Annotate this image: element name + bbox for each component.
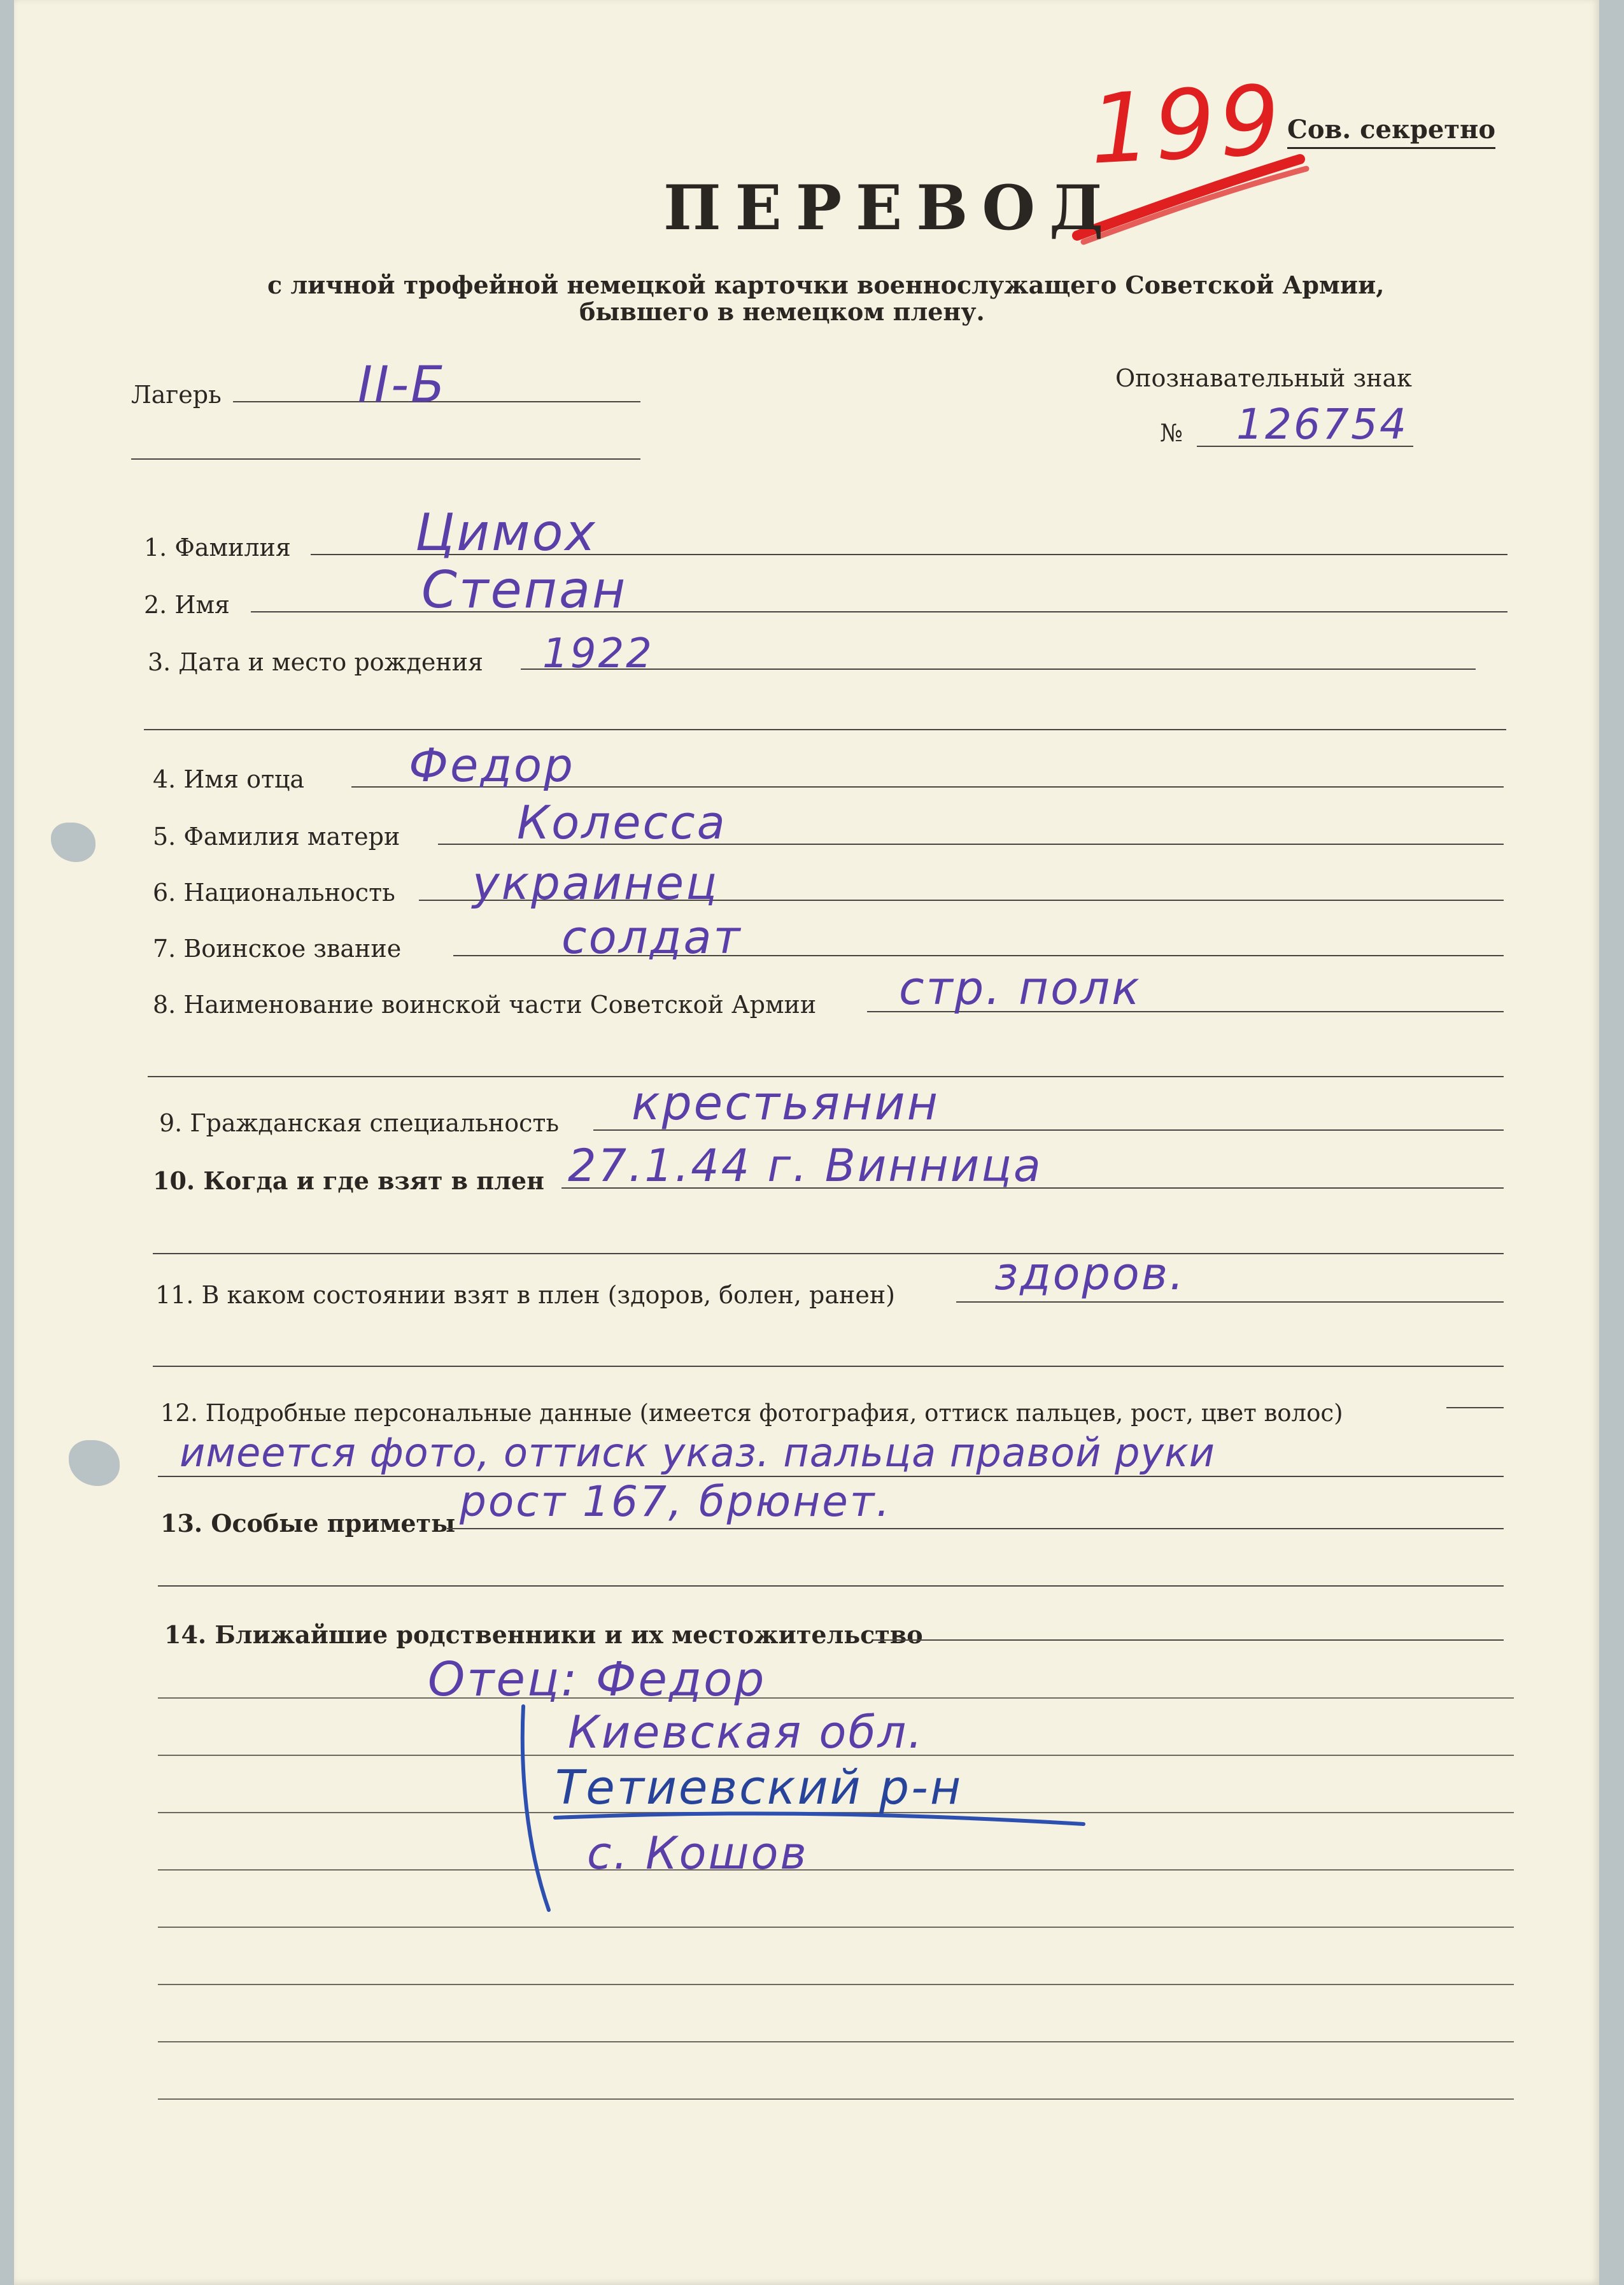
field-special-marks-line [447,1528,1504,1529]
field-special-marks-value: рост 167, брюнет. [460,1477,892,1526]
field-condition-line-2 [153,1366,1504,1367]
blank-line-5 [158,1927,1514,1928]
blank-line-4 [158,1869,1514,1871]
field-first-name-value: Степан [421,560,628,619]
field-first-name-label: 2. Имя [144,591,230,619]
field-birth-line-2 [144,729,1506,730]
field-captured-label: 10. Когда и где взят в плен [153,1166,544,1195]
document-page [14,0,1599,2285]
relatives-line-4: с. Кошов [587,1827,808,1879]
field-special-marks-line-2 [158,1585,1504,1587]
field-personal-data-label: 12. Подробные персональные данные (имеется фотография, оттиск пальцев, рост, цвет волос) [160,1399,1343,1427]
punch-hole-lower [69,1440,120,1486]
id-tag-value: 126754 [1236,400,1408,449]
blank-line-7 [158,2041,1514,2042]
document-title: ПЕРЕВОД [663,172,1118,244]
field-relatives-line [873,1639,1504,1641]
blank-line-8 [158,2098,1514,2100]
field-surname-value: Цимох [415,503,597,562]
blue-underline-mark [549,1792,1096,1837]
field-condition-line [956,1301,1504,1303]
blank-line-6 [158,1984,1514,1985]
blank-line-1 [158,1697,1514,1699]
field-civil-profession-label: 9. Гражданская специальность [159,1109,560,1137]
field-mother-surname-label: 5. Фамилия матери [153,823,400,851]
camp-label: Лагерь [131,381,222,409]
document-subtitle-line1: с личной трофейной немецкой карточки военнослужащего Советской Армии, [267,271,1385,299]
field-nationality-value: украинец [472,856,719,910]
field-civil-profession-value: крестьянин [632,1076,940,1131]
field-nationality-label: 6. Национальность [153,879,395,907]
field-surname-label: 1. Фамилия [144,534,291,562]
field-unit-label: 8. Наименование воинской части Советской Армии [153,991,817,1019]
id-tag-label: Опознавательный знак [1115,364,1412,392]
field-personal-data-line [1446,1407,1504,1408]
field-personal-data-value: имеется фото, оттиск указ. пальца правой руки [180,1429,1215,1476]
field-relatives-label: 14. Ближайшие родственники и их местожительство [164,1620,923,1649]
id-tag-number-prefix: № [1160,419,1183,447]
field-father-name-value: Федор [409,739,575,792]
field-condition-value: здоров. [994,1248,1186,1300]
archive-number: 199 [1087,65,1287,186]
classification-stamp: Сов. секретно [1287,115,1495,149]
field-birth-line [521,669,1476,670]
camp-line-2 [131,458,640,460]
field-condition-label: 11. В каком состоянии взят в плен (здоров, болен, ранен) [155,1281,895,1309]
field-rank-label: 7. Воинское звание [153,935,402,963]
field-special-marks-label: 13. Особые приметы [160,1509,456,1538]
field-birth-value: 1922 [542,630,654,677]
field-unit-value: стр. полк [899,961,1141,1015]
relatives-line-3: Тетиевский р-н [555,1760,963,1815]
relatives-line-1: Отец: Федор [428,1652,766,1707]
field-father-name-label: 4. Имя отца [153,765,305,793]
document-subtitle-line2: бывшего в немецком плену. [579,297,985,326]
field-birth-label: 3. Дата и место рождения [148,648,484,676]
relatives-line-2: Киевская обл. [568,1706,924,1758]
field-captured-value: 27.1.44 г. Винница [568,1140,1043,1192]
field-mother-surname-value: Колесса [517,796,727,849]
field-rank-value: солдат [561,910,742,964]
camp-value: II-Б [358,357,447,414]
field-captured-line-2 [153,1253,1504,1254]
punch-hole-upper [51,823,95,862]
